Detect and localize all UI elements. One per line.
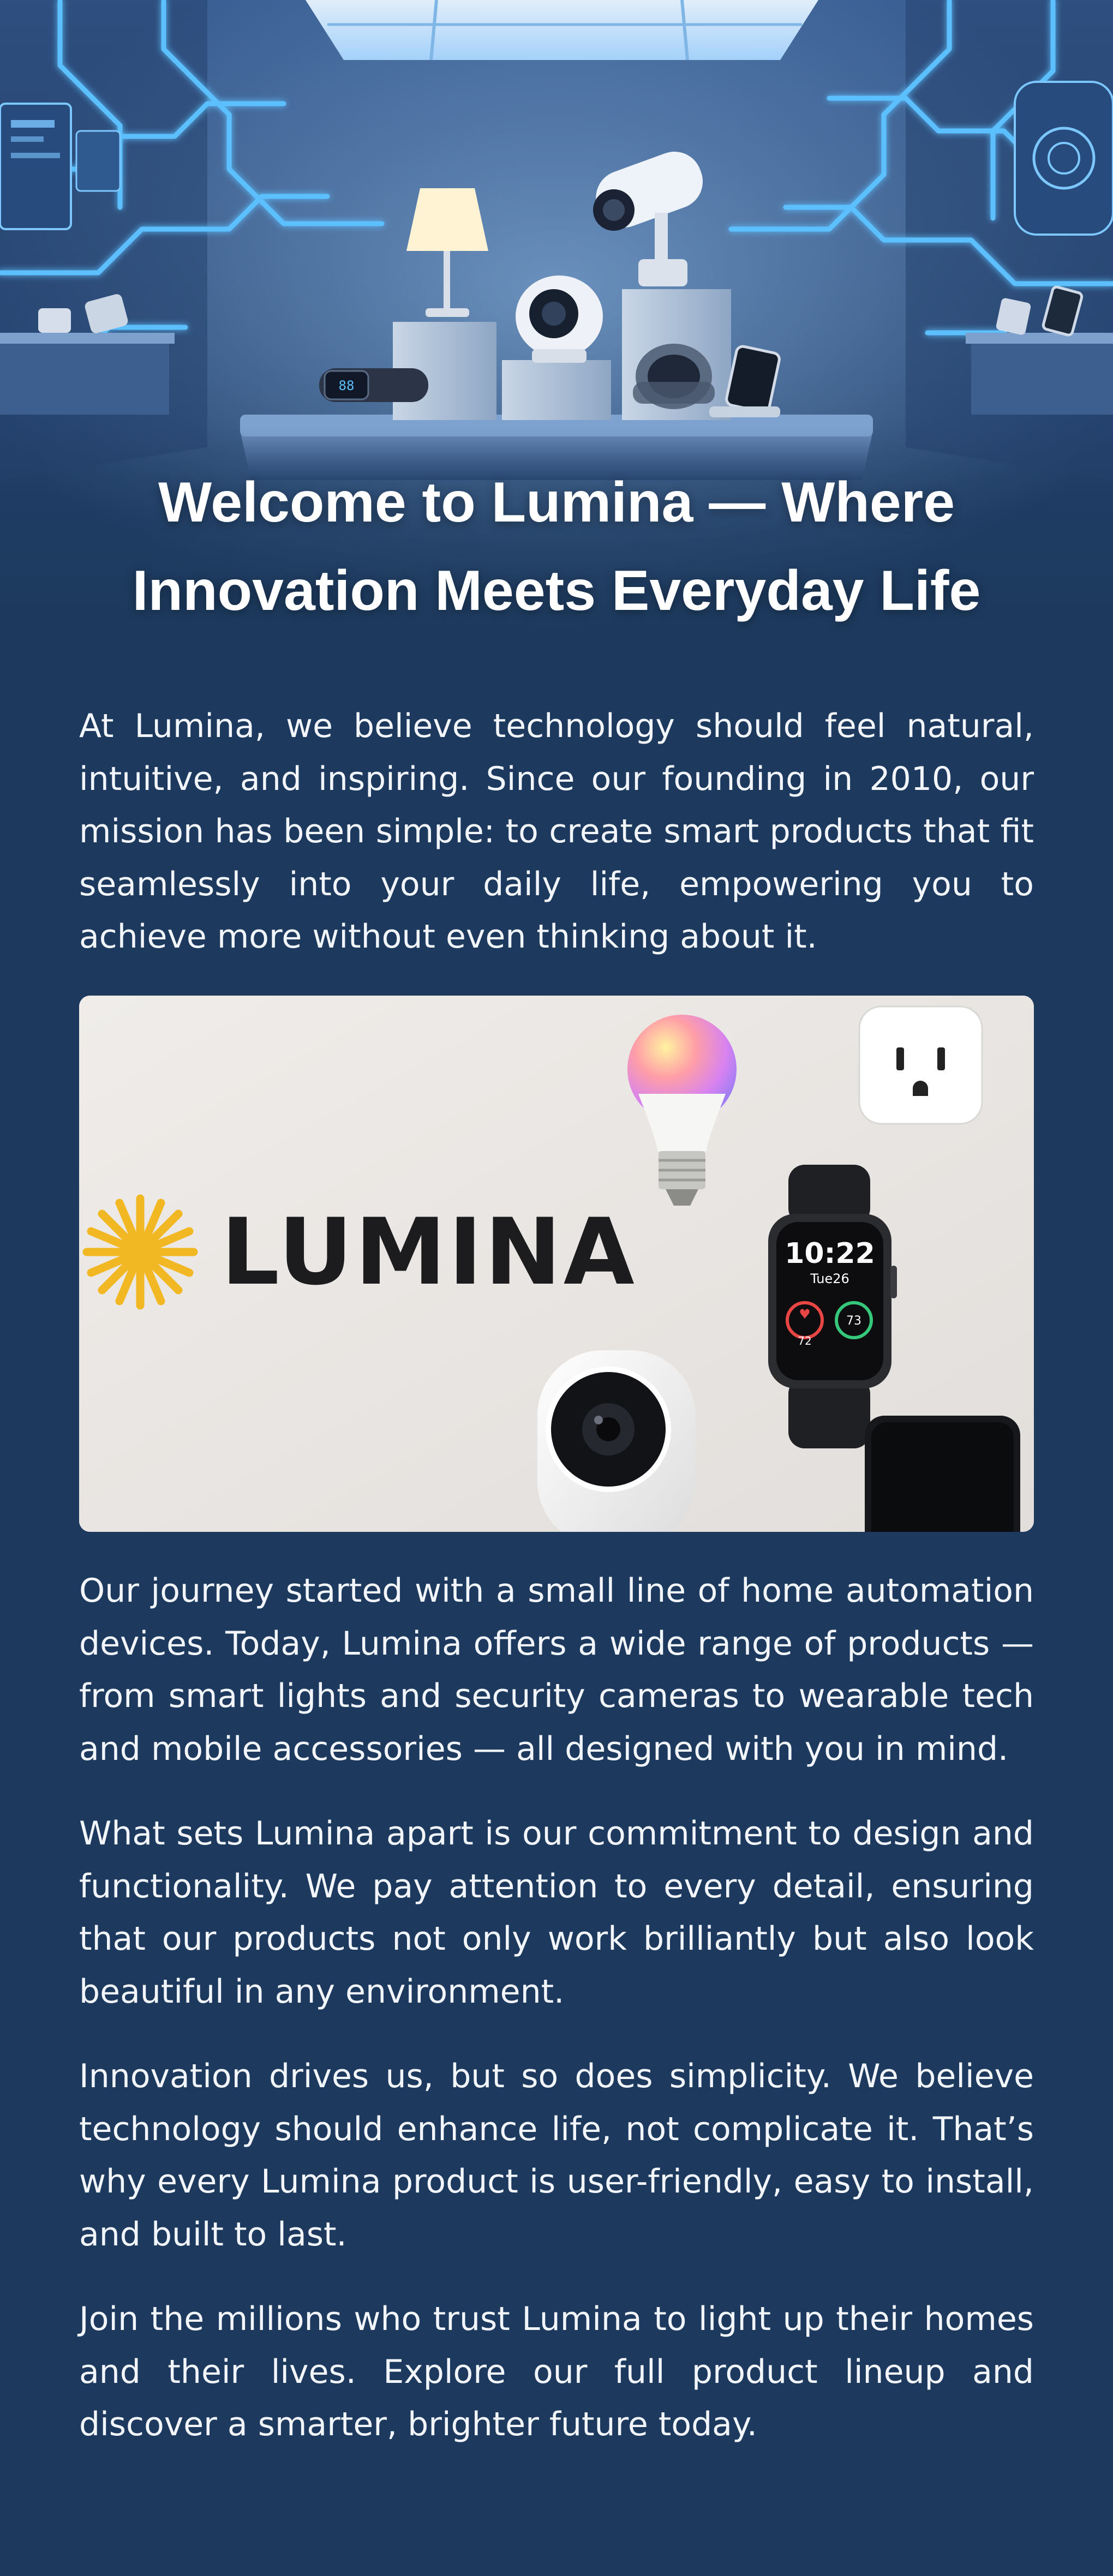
brand-product-image — [79, 996, 1034, 1532]
wall-screen-right — [1015, 82, 1113, 235]
brand-product-illustration — [79, 996, 1034, 1532]
page-title-line-1: Welcome to Lumina — Where — [158, 471, 955, 534]
journey-paragraph: Our journey started with a small line of home automation devices. Today, Lumina offers a wide range of products — from smart lights and security cameras to wearable tech and mobile accessories — all designed with you in mind. — [79, 1572, 1034, 1768]
watch-heart-rate: 72 — [798, 1334, 812, 1347]
smartphone — [865, 1416, 1020, 1532]
hero-banner — [0, 0, 1113, 644]
innovation-paragraph: Innovation drives us, but so does simplicity. We believe technology should enhance life, not complicate it. That’s why every Lumina product is user-friendly, easy to install, and built to last. — [79, 2057, 1034, 2254]
design-paragraph: What sets Lumina apart is our commitment to design and functionality. We pay attention to every detail, ensuring that our products not only work brilliantly but also look beautiful in any environment. — [79, 1814, 1034, 2011]
intro-paragraph: At Lumina, we believe technology should feel natural, intuitive, and inspiring. Since our founding in 2010, our mission has been simple: to create smart products that fit seamlessly into your daily life, empowering you to achieve more without even thinking about it. — [79, 707, 1034, 956]
join-paragraph: Join the millions who trust Lumina to light up their homes and their lives. Explore our full product lineup and discover a smarter, brighter future today. — [79, 2300, 1034, 2443]
watch-time: 10:22 — [785, 1237, 875, 1270]
page-title — [0, 458, 1113, 635]
fitness-band — [319, 368, 428, 402]
lumina-wordmark: LUMINA — [221, 1199, 637, 1305]
heart-icon: ♥ — [799, 1307, 811, 1322]
page-title-line-2: Innovation Meets Everyday Life — [132, 559, 981, 622]
smart-plug — [859, 1007, 982, 1124]
lumina-logo-icon — [87, 1199, 194, 1305]
watch-ring-value: 73 — [846, 1314, 861, 1328]
band-display: 88 — [338, 378, 355, 393]
smart-camera — [537, 1350, 696, 1532]
watch-date: Tue26 — [810, 1271, 849, 1286]
